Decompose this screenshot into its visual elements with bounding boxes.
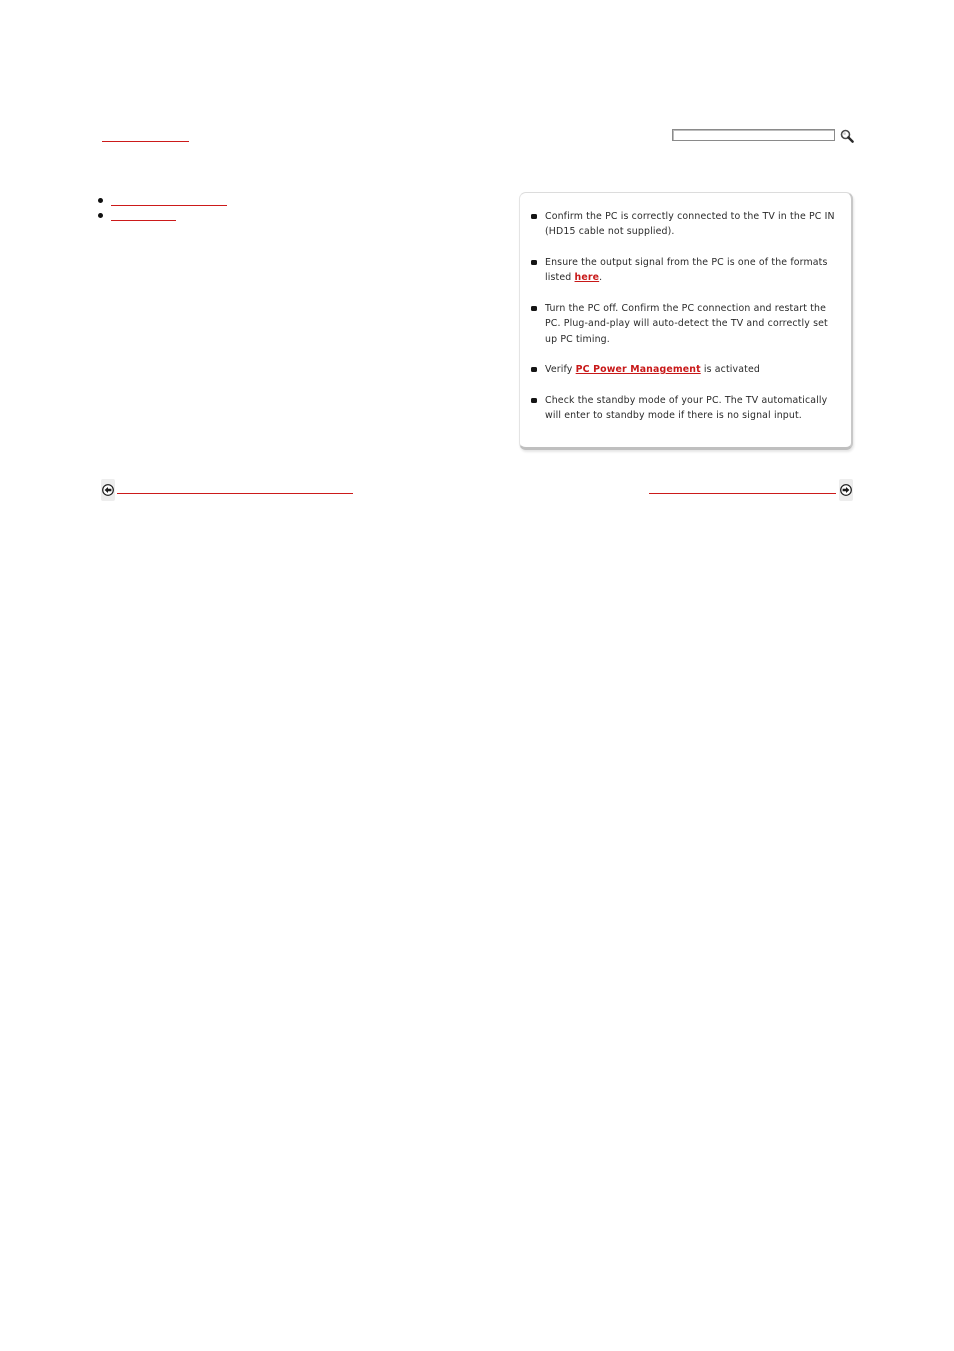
tip-text: .	[599, 272, 603, 284]
bullet-icon	[531, 367, 537, 372]
search-input[interactable]	[672, 129, 835, 141]
next-page-link[interactable]	[649, 481, 836, 494]
bullet-icon	[531, 398, 537, 403]
top-link[interactable]	[102, 126, 189, 142]
previous-button[interactable]	[101, 479, 115, 501]
bullet-icon	[531, 306, 537, 311]
tip-item	[545, 393, 843, 424]
arrow-left-circle-icon	[102, 484, 114, 496]
sidebar-item	[97, 194, 227, 209]
tips-panel	[519, 192, 853, 450]
tip-text: Check the standby mode of your PC. The TV automatically will enter to standby mode if there is no signal input.	[545, 395, 828, 422]
tip-text: Turn the PC off. Confirm the PC connection and restart the PC. Plug-and-play will auto-detect the TV and correctly set up PC timing.	[545, 303, 828, 345]
bullet-icon	[531, 214, 537, 219]
sidebar-link[interactable]	[111, 209, 176, 221]
next-button[interactable]	[839, 479, 853, 501]
sidebar-link[interactable]	[111, 194, 227, 206]
bullet-icon	[98, 198, 103, 203]
bullet-icon	[531, 260, 537, 265]
sidebar-list	[97, 194, 227, 224]
formats-link[interactable]: here	[574, 272, 600, 284]
search-button[interactable]	[840, 128, 854, 142]
tip-text: is activated	[700, 364, 760, 375]
sidebar-item	[97, 209, 227, 224]
previous-page-link[interactable]	[117, 481, 353, 494]
tip-item	[545, 255, 843, 286]
tip-text: Ensure the output signal from the PC is one of the formats listed	[545, 257, 828, 284]
pc-power-management-link[interactable]: PC Power Management	[575, 364, 701, 375]
arrow-right-circle-icon	[840, 484, 852, 496]
tip-text: Confirm the PC is correctly connected to the TV in the PC IN (HD15 cable not supplied).	[545, 211, 835, 238]
magnifier-icon	[840, 129, 854, 143]
tip-item	[545, 362, 843, 377]
tip-item	[545, 209, 843, 240]
tip-text: Verify	[545, 364, 576, 375]
tip-item	[545, 301, 843, 347]
bullet-icon	[98, 213, 103, 218]
